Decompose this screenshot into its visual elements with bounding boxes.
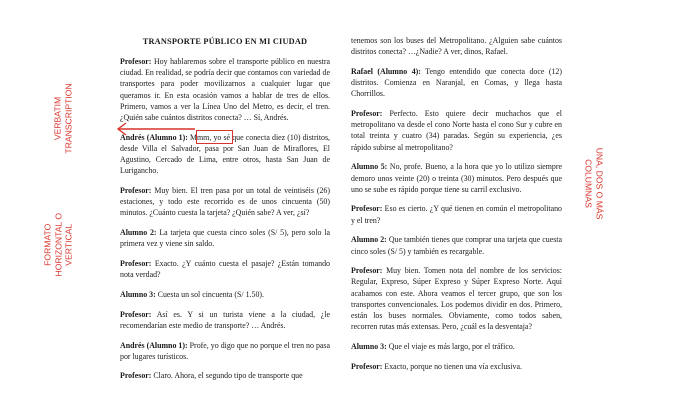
speaker-label: Alumno 3: [351, 341, 387, 351]
dialogue-paragraph [351, 203, 562, 225]
dialogue-paragraph [351, 265, 562, 332]
dialogue-paragraph [351, 108, 562, 153]
dialogue-text: tenemos son los buses del Metropolitano. ¿Alguien sabe cuántos distritos conecta? …¿Nadie? A ver, dinos, Rafael. [351, 36, 562, 57]
speaker-label: Andrés (Alumno 1): [120, 340, 188, 350]
dialogue-text: Mmm, yo sé que conecta diez (10) distritos, desde Villa el Salvador, pasa por San Juan de Miraflores, El Agustino, Cercado de Lima, entre otros, hasta San Juan de Lurigancho. [120, 132, 330, 176]
speaker-label: Profesor: [120, 371, 152, 381]
speaker-label: Profesor: [120, 309, 152, 319]
speaker-label: Alumno 3: [120, 289, 156, 299]
dialogue-text: Cuesta un sol cincuenta (S/ 1.50). [155, 289, 264, 299]
dialogue-paragraph [120, 185, 330, 219]
dialogue-text: No, profe. Bueno, a la hora que yo lo utilizo siempre demoro unos veinte (20) o treinta (30) minutos. Pero después que uno se sube es rápido porque tiene su carril exclusivo. [351, 162, 562, 194]
dialogue-text: Exacto, porque no tienen una vía exclusiva. [382, 361, 522, 371]
dialogue-text: Que el viaje es más largo, por el tráfico. [386, 341, 515, 351]
dialogue-paragraph [120, 227, 330, 249]
dialogue-paragraph [351, 234, 562, 256]
annotation-line: TRANSCRIPTION [63, 83, 73, 154]
dialogue-paragraph [351, 35, 562, 57]
speaker-label: Alumno 5: [351, 162, 388, 172]
speaker-label: Profesor: [120, 259, 152, 269]
document-title: TRANSPORTE PÚBLICO EN MI CIUDAD [142, 37, 308, 46]
dialogue-paragraph [351, 361, 562, 372]
dialogue-paragraph [351, 161, 562, 195]
dialogue-text: Profe, yo digo que no porque el tren no pasa por lugares turísticos. [120, 340, 331, 361]
speaker-label: Profesor: [120, 57, 152, 66]
dialogue-text: Muy bien. Tomen nota del nombre de los servicios: Regular, Expreso, Súper Expreso y Súper Expreso Norte. Aquí acabamos con este. Ahora veamos el tercer grupo, que son los transportes convencionales. Los podemos dividir en dos. Primero, están los buses normales. Obviamente, como todos saben, recorren rutas más extensas. Pero, ¿cuál es la desventaja? [351, 266, 562, 332]
annotation-columnas [584, 144, 605, 224]
speaker-label: Profesor: [351, 204, 383, 214]
dialogue-text: Claro. Ahora, el segundo tipo de transporte que [151, 371, 303, 381]
highlight-box [196, 130, 233, 144]
dialogue-paragraph [120, 340, 330, 362]
speaker-label: Rafael (Alumno 4): [351, 66, 421, 76]
annotation-line: FORMATO [42, 223, 53, 266]
annotation-verbatim [53, 79, 74, 159]
annotation-line: VERBATIM [52, 96, 63, 141]
dialogue-text: Tengo entendido que conecta doce (12) distritos. Comienza en Naranjal, en Comas, y llega hasta Chorrillos. [351, 66, 562, 99]
annotation-line: COLUMNAS [584, 159, 594, 208]
speaker-label: Profesor: [351, 266, 383, 276]
dialogue-text: La tarjeta que cuesta cinco soles (S/ 5), pero solo la primera vez y viene sin saldo. [120, 228, 330, 249]
dialogue-paragraph [120, 370, 330, 381]
annotation-line: UNA, DOS O MÁS [594, 147, 605, 220]
speaker-label: Andrés (Alumno 1): [120, 132, 188, 142]
speaker-label: Alumno 2: [120, 228, 157, 238]
dialogue-text: Hoy hablaremos sobre el transporte público en nuestra ciudad. En realidad, se podría decir que contamos con variedad de transportes para poder movilizarnos a cualquier lugar que queramos ir. En esta ocasión vamos a hablar de tres de ellos. Primero, vamos a ver la Línea Uno del Metro, es decir, el tren. ¿Quién sabe cuántos distritos conecta? … Sí, Andrés. [120, 57, 330, 123]
left-column [120, 38, 330, 390]
arrow-left-icon [115, 122, 199, 136]
annotation-formato [42, 200, 74, 290]
dialogue-text: Así es. Y si un turista viene a la ciudad, ¿le recomendarían este medio de transporte? … Andrés. [120, 309, 330, 330]
speaker-label: Profesor: [120, 186, 152, 196]
dialogue-paragraph [351, 66, 562, 100]
dialogue-text: Que también tienes que comprar una tarjeta que cuesta cinco soles (S/ 5) y también es recargable. [351, 235, 562, 256]
speaker-label: Profesor: [351, 361, 383, 371]
dialogue-text: Perfecto. Esto quiere decir muchachos que el metropolitano va desde el cono Norte hasta el cono Sur y cubre en total treinta y cuatro (34) paradas. Según su experiencia, ¿es rápido subirse al metropolitano? [351, 109, 562, 152]
speaker-label: Profesor: [351, 109, 383, 119]
dialogue-paragraph [120, 258, 330, 280]
annotation-line: VERTICAL [63, 223, 74, 266]
dialogue-paragraph [120, 56, 330, 123]
dialogue-paragraph [351, 341, 562, 352]
dialogue-text: Eso es cierto. ¿Y qué tienen en común el metropolitano y el tren? [351, 204, 562, 225]
right-column [351, 38, 562, 380]
dialogue-paragraph [120, 289, 330, 300]
annotation-line: HORIZONTAL O [52, 213, 63, 277]
dialogue-paragraph [120, 309, 330, 331]
speaker-label: Alumno 2: [351, 235, 387, 245]
dialogue-text: Exacto. ¿Y cuánto cuesta el pasaje? ¿Están tomando nota verdad? [120, 259, 330, 280]
dialogue-text: Muy bien. El tren pasa por un total de veintiséis (26) estaciones, y todo este recorrido es de unos cincuenta (50) minutos. ¿Cuánto cuesta la tarjeta? ¿Quién sabe? A ver, ¿sí? [120, 186, 330, 218]
